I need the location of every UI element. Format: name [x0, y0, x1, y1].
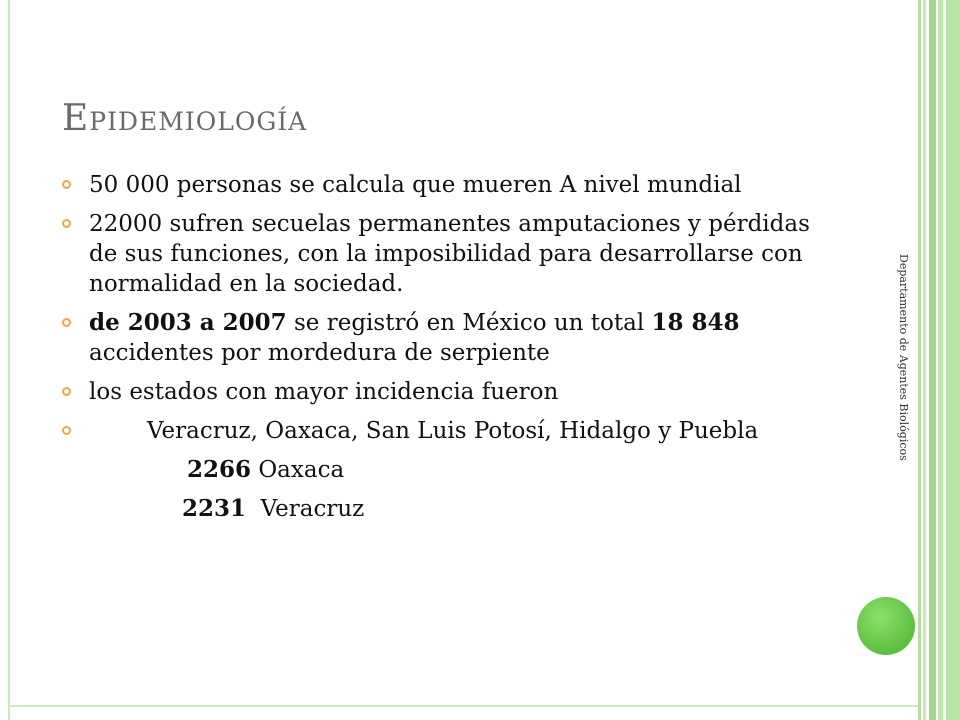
- bullet-text: 50 000 personas se calcula que mueren A nivel mundial: [89, 172, 742, 198]
- decor-stripe: [946, 0, 960, 720]
- side-caption: Departamento de Agentes Biológicos: [897, 254, 910, 461]
- decor-stripe: [938, 0, 943, 720]
- ring-bullet-icon: [62, 387, 71, 396]
- slide-title: Epidemiología: [62, 98, 308, 139]
- bullet-text: se registró en México un total: [286, 310, 652, 336]
- list-item: [62, 209, 832, 299]
- bullet-bold-total: 18 848: [651, 309, 740, 336]
- ring-bullet-icon: [62, 318, 71, 327]
- decor-stripe: [929, 0, 936, 720]
- decor-stripe: [918, 0, 921, 720]
- list-item: [62, 377, 832, 407]
- stat-row: [62, 455, 832, 485]
- list-item: [62, 170, 832, 200]
- list-item: [62, 416, 832, 446]
- bullet-text: los estados con mayor incidencia fueron: [89, 379, 559, 405]
- ring-bullet-icon: [62, 180, 71, 189]
- decor-green-circle: [857, 597, 915, 655]
- bullet-text: 22000 sufren secuelas permanentes amputaciones y pérdidas de sus funciones, con la imposibilidad para desarrollarse con normalidad en la sociedad.: [89, 211, 810, 297]
- bullet-text: Veracruz, Oaxaca, San Luis Potosí, Hidalgo y Puebla: [147, 418, 759, 444]
- ring-bullet-icon: [62, 219, 71, 228]
- stat-label: Oaxaca: [251, 457, 345, 483]
- frame-bottom-border: [8, 705, 920, 707]
- list-item: [62, 308, 832, 368]
- bullet-text: accidentes por mordedura de serpiente: [89, 340, 550, 366]
- stat-label: Veracruz: [246, 496, 365, 522]
- bullet-list: [62, 170, 832, 533]
- bullet-bold-period: de 2003 a 2007: [89, 309, 287, 336]
- stat-row: [62, 494, 832, 524]
- stat-value: 2231: [182, 495, 247, 522]
- decor-stripe: [923, 0, 926, 720]
- ring-bullet-icon: [62, 426, 71, 435]
- frame-left-border: [8, 0, 10, 720]
- stat-value: 2266: [187, 456, 252, 483]
